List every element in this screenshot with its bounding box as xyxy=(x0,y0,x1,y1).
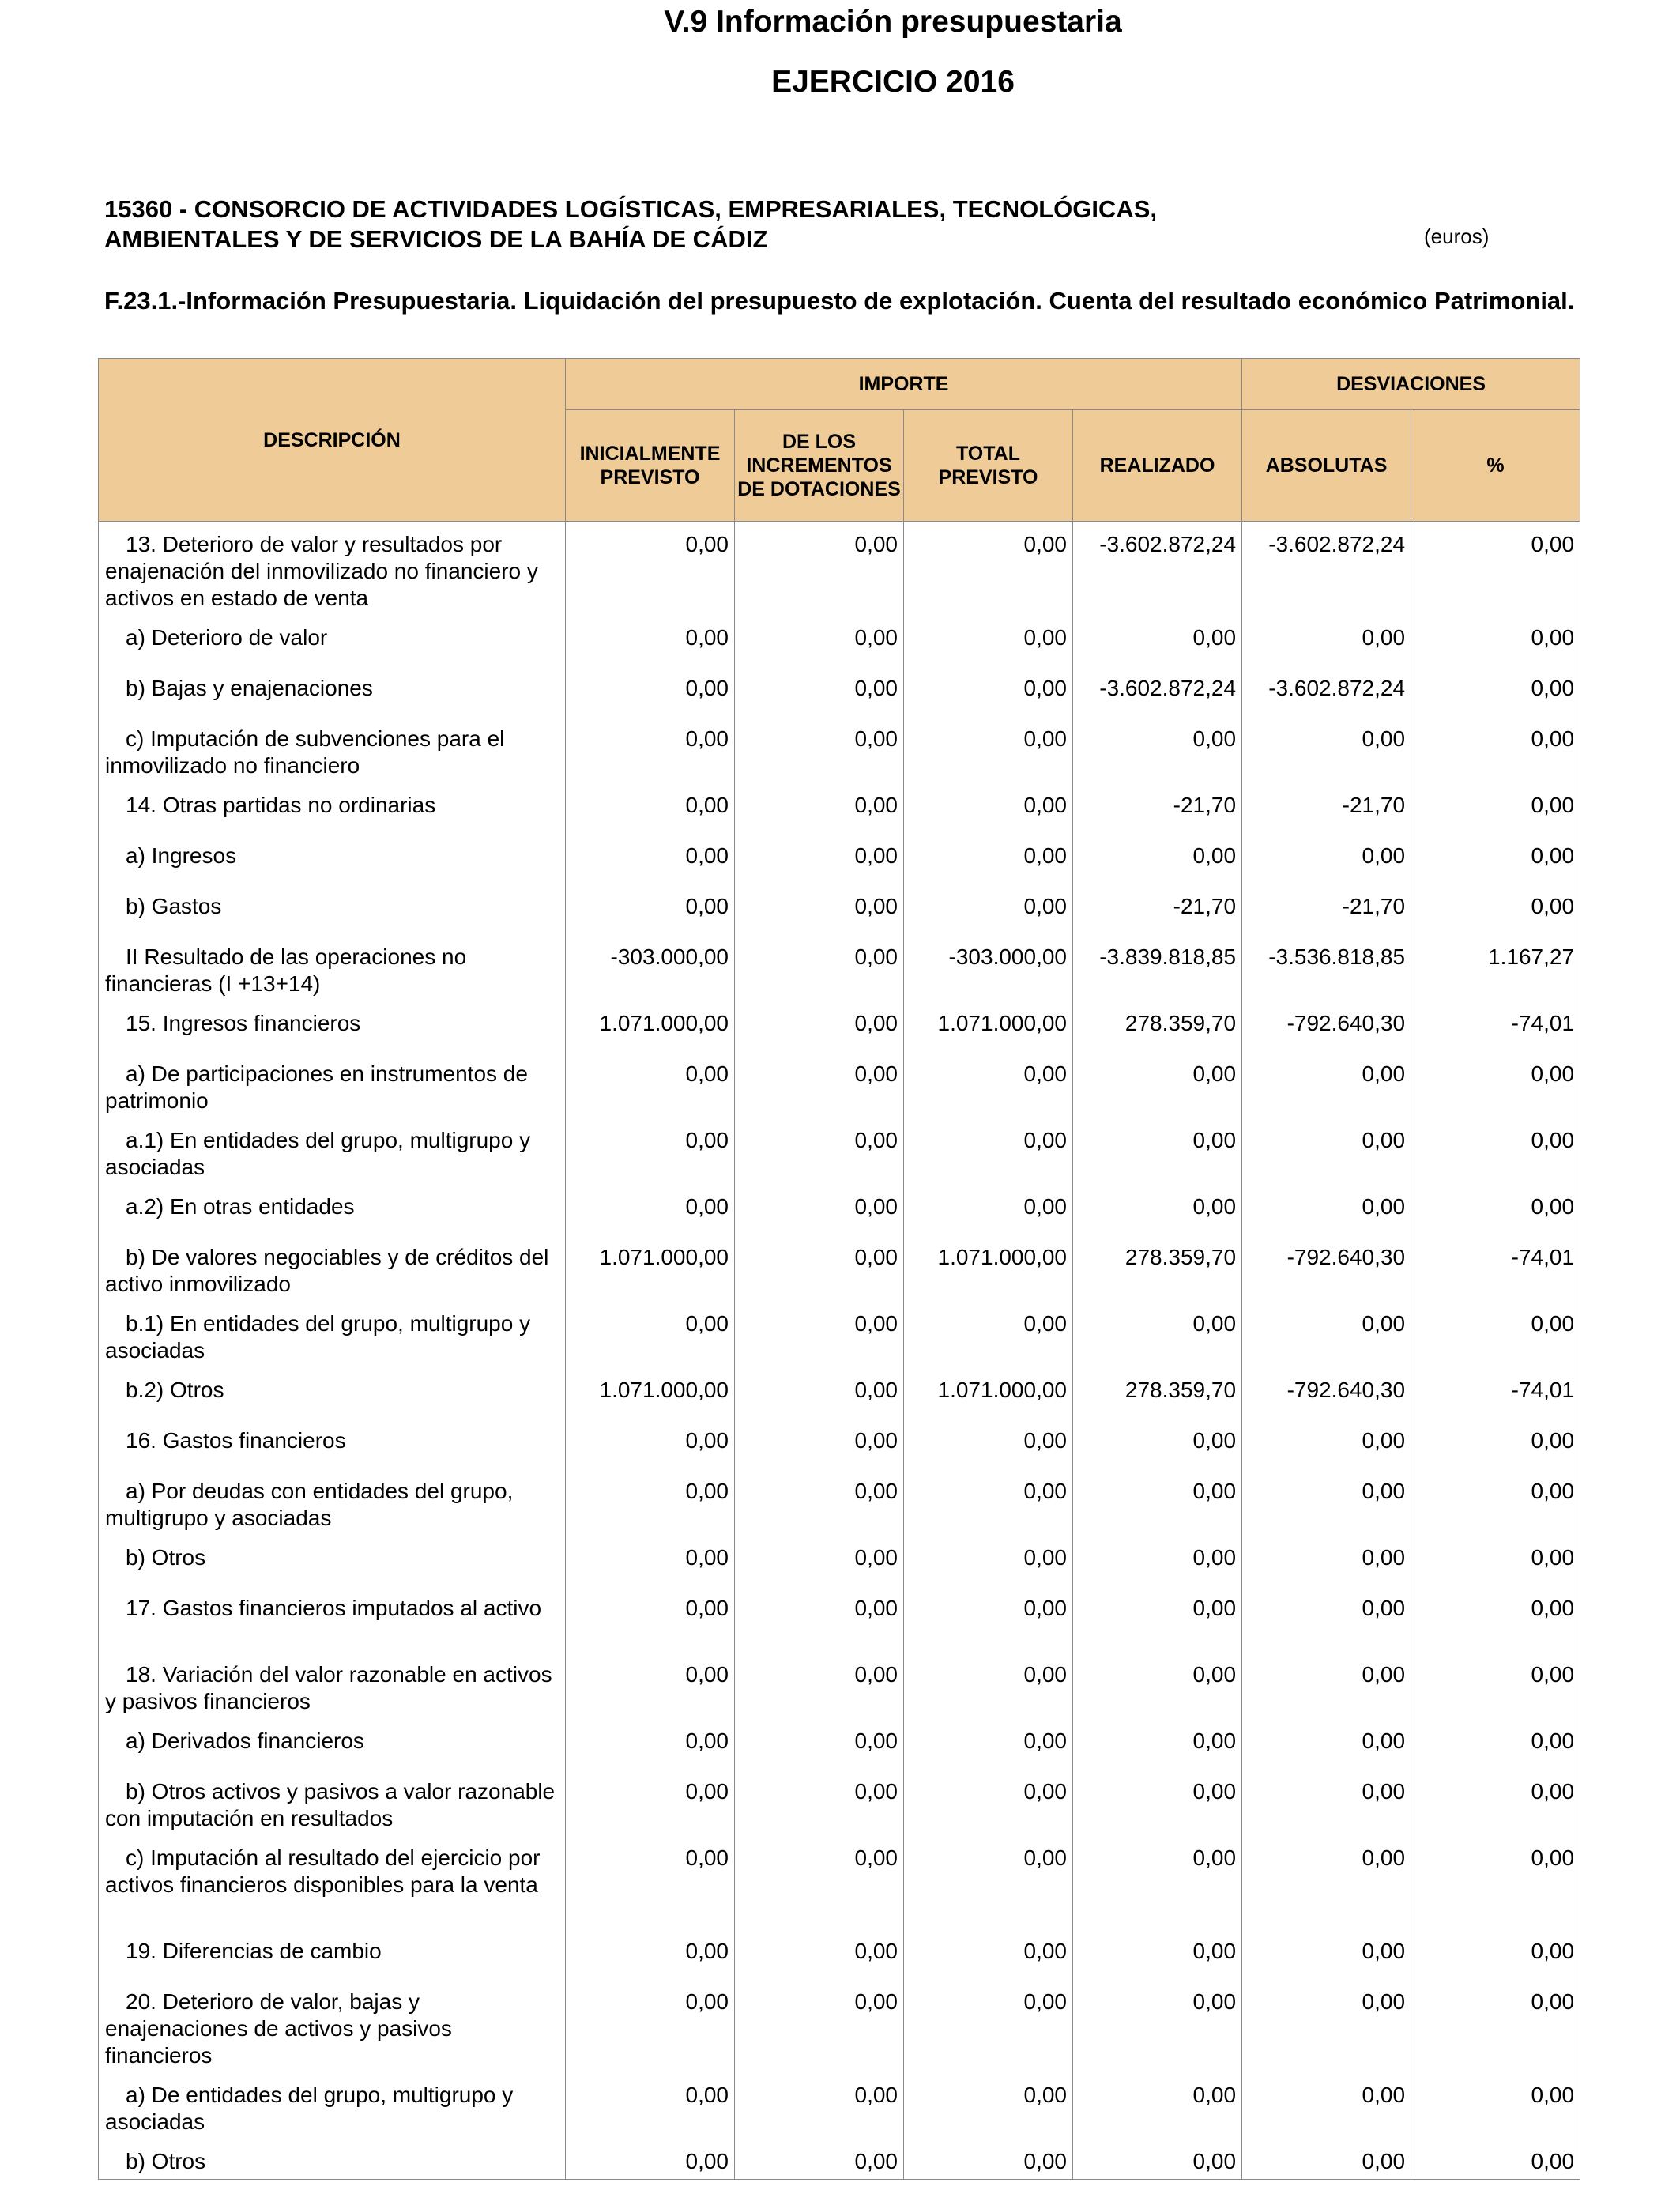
row-value: 0,00 xyxy=(904,1418,1073,1468)
row-value: 0,00 xyxy=(1411,1051,1580,1118)
row-value: 0,00 xyxy=(735,1051,904,1118)
row-description: 13. Deterioro de valor y resultados por enajenación del inmovilizado no financiero y activos en estado de venta xyxy=(99,522,566,615)
row-description: a) De entidades del grupo, multigrupo y asociadas xyxy=(99,2072,566,2139)
row-value: 0,00 xyxy=(1242,1585,1411,1652)
row-value: 0,00 xyxy=(1411,1585,1580,1652)
header-inicialmente-previsto: INICIALMENTE PREVISTO xyxy=(566,410,735,522)
table-header-group-row xyxy=(99,359,1580,410)
row-value: 0,00 xyxy=(566,1835,735,1928)
row-value: 0,00 xyxy=(1242,1535,1411,1585)
row-value: 0,00 xyxy=(735,522,904,615)
row-value: 0,00 xyxy=(1073,1301,1242,1367)
row-value: 0,00 xyxy=(735,1652,904,1718)
table-row xyxy=(99,1184,1580,1235)
row-description: c) Imputación al resultado del ejercicio por activos financieros disponibles para la venta xyxy=(99,1835,566,1928)
row-description: a) Ingresos xyxy=(99,833,566,884)
row-value: 0,00 xyxy=(904,615,1073,665)
row-value: 0,00 xyxy=(1073,1535,1242,1585)
row-value: 0,00 xyxy=(735,1001,904,1051)
table-row xyxy=(99,1535,1580,1585)
row-value: 0,00 xyxy=(566,1051,735,1118)
row-value: 0,00 xyxy=(1073,1928,1242,1979)
row-value: 1.071.000,00 xyxy=(904,1001,1073,1051)
section-title: F.23.1.-Información Presupuestaria. Liquidación del presupuesto de explotación. Cuenta del resultado económico Patrimonial. xyxy=(104,287,1575,315)
row-value: 0,00 xyxy=(1242,1184,1411,1235)
header-incrementos-dotaciones: DE LOS INCREMENTOS DE DOTACIONES xyxy=(735,410,904,522)
row-value: 0,00 xyxy=(904,1118,1073,1184)
row-value: 0,00 xyxy=(566,665,735,716)
table-row xyxy=(99,2139,1580,2180)
header-importe: IMPORTE xyxy=(566,359,1242,410)
header-descripcion: DESCRIPCIÓN xyxy=(99,359,566,522)
row-description: c) Imputación de subvenciones para el inmovilizado no financiero xyxy=(99,716,566,782)
fiscal-year: EJERCICIO 2016 xyxy=(771,65,1015,99)
row-value: 0,00 xyxy=(566,1769,735,1835)
table-body xyxy=(99,522,1580,2180)
table-row xyxy=(99,1652,1580,1718)
row-value: -21,70 xyxy=(1242,782,1411,833)
row-description: b) De valores negociables y de créditos del activo inmovilizado xyxy=(99,1235,566,1301)
row-value: 0,00 xyxy=(904,1652,1073,1718)
row-value: 0,00 xyxy=(1411,615,1580,665)
row-value: 0,00 xyxy=(1411,1718,1580,1769)
row-description: a) De participaciones en instrumentos de patrimonio xyxy=(99,1051,566,1118)
row-description: 20. Deterioro de valor, bajas y enajenaciones de activos y pasivos financieros xyxy=(99,1979,566,2072)
table-row xyxy=(99,1979,1580,2072)
row-value: 0,00 xyxy=(1073,1979,1242,2072)
row-value: 0,00 xyxy=(1073,1769,1242,1835)
row-value: -303.000,00 xyxy=(566,934,735,1001)
row-value: -3.602.872,24 xyxy=(1073,522,1242,615)
row-value: 0,00 xyxy=(1411,1301,1580,1367)
header-absolutas: ABSOLUTAS xyxy=(1242,410,1411,522)
row-value: 0,00 xyxy=(1242,2072,1411,2139)
row-value: 0,00 xyxy=(566,1979,735,2072)
row-value: 0,00 xyxy=(1411,522,1580,615)
row-value: 0,00 xyxy=(1411,1418,1580,1468)
row-value: 0,00 xyxy=(735,615,904,665)
row-value: 0,00 xyxy=(904,884,1073,934)
row-value: 0,00 xyxy=(1073,2072,1242,2139)
row-value: 0,00 xyxy=(735,1184,904,1235)
row-description: 16. Gastos financieros xyxy=(99,1418,566,1468)
row-value: 0,00 xyxy=(904,1585,1073,1652)
row-value: 0,00 xyxy=(904,782,1073,833)
row-description: b) Otros xyxy=(99,1535,566,1585)
row-value: -74,01 xyxy=(1411,1235,1580,1301)
row-value: 278.359,70 xyxy=(1073,1367,1242,1418)
row-value: 0,00 xyxy=(1242,1118,1411,1184)
table-row xyxy=(99,1118,1580,1184)
row-value: 0,00 xyxy=(566,1585,735,1652)
table-row xyxy=(99,782,1580,833)
row-value: 0,00 xyxy=(1073,615,1242,665)
row-value: 0,00 xyxy=(1411,2139,1580,2180)
row-value: 0,00 xyxy=(904,1928,1073,1979)
table-row xyxy=(99,665,1580,716)
row-value: 0,00 xyxy=(904,2072,1073,2139)
row-value: 0,00 xyxy=(566,884,735,934)
table-row xyxy=(99,1585,1580,1652)
budget-table xyxy=(98,358,1580,2180)
row-value: 0,00 xyxy=(1411,1535,1580,1585)
row-value: 0,00 xyxy=(1411,1652,1580,1718)
row-value: 0,00 xyxy=(904,1535,1073,1585)
row-value: 278.359,70 xyxy=(1073,1235,1242,1301)
table-row xyxy=(99,1301,1580,1367)
row-description: a.1) En entidades del grupo, multigrupo y asociadas xyxy=(99,1118,566,1184)
row-value: 0,00 xyxy=(1242,1718,1411,1769)
row-value: -792.640,30 xyxy=(1242,1235,1411,1301)
row-description: b) Gastos xyxy=(99,884,566,934)
row-value: 0,00 xyxy=(735,1468,904,1535)
row-value: 0,00 xyxy=(1242,1468,1411,1535)
row-value: 0,00 xyxy=(904,1051,1073,1118)
row-description: II Resultado de las operaciones no financieras (I +13+14) xyxy=(99,934,566,1001)
row-value: 0,00 xyxy=(1073,2139,1242,2180)
row-value: 0,00 xyxy=(566,522,735,615)
row-value: -21,70 xyxy=(1242,884,1411,934)
row-value: 0,00 xyxy=(1073,1585,1242,1652)
row-value: 0,00 xyxy=(566,1535,735,1585)
row-value: 0,00 xyxy=(735,1118,904,1184)
entity-name-line2: AMBIENTALES Y DE SERVICIOS DE LA BAHÍA DE CÁDIZ xyxy=(104,225,768,253)
row-value: 0,00 xyxy=(1411,665,1580,716)
row-value: 0,00 xyxy=(904,833,1073,884)
row-value: 1.071.000,00 xyxy=(566,1001,735,1051)
row-value: 0,00 xyxy=(1242,1051,1411,1118)
table-row xyxy=(99,1418,1580,1468)
row-description: a) Por deudas con entidades del grupo, multigrupo y asociadas xyxy=(99,1468,566,1535)
row-value: 0,00 xyxy=(566,1301,735,1367)
row-value: 0,00 xyxy=(1242,2139,1411,2180)
row-value: 0,00 xyxy=(1242,1979,1411,2072)
row-description: 19. Diferencias de cambio xyxy=(99,1928,566,1979)
row-value: 0,00 xyxy=(735,1535,904,1585)
row-value: 1.167,27 xyxy=(1411,934,1580,1001)
row-value: 0,00 xyxy=(1242,1769,1411,1835)
row-value: 0,00 xyxy=(904,1301,1073,1367)
row-value: -74,01 xyxy=(1411,1001,1580,1051)
entity-name-line1: 15360 - CONSORCIO DE ACTIVIDADES LOGÍSTICAS, EMPRESARIALES, TECNOLÓGICAS, xyxy=(104,195,1158,223)
table-row xyxy=(99,1835,1580,1928)
row-description: b.1) En entidades del grupo, multigrupo y asociadas xyxy=(99,1301,566,1367)
row-value: 0,00 xyxy=(735,1585,904,1652)
row-description: a) Deterioro de valor xyxy=(99,615,566,665)
row-value: 0,00 xyxy=(904,1184,1073,1235)
header-realizado: REALIZADO xyxy=(1073,410,1242,522)
row-value: -74,01 xyxy=(1411,1367,1580,1418)
row-description: b) Otros xyxy=(99,2139,566,2180)
row-value: 0,00 xyxy=(735,1367,904,1418)
row-value: 0,00 xyxy=(735,2072,904,2139)
row-value: 0,00 xyxy=(904,1835,1073,1928)
row-value: -3.839.818,85 xyxy=(1073,934,1242,1001)
row-value: 0,00 xyxy=(1073,833,1242,884)
table-row xyxy=(99,1367,1580,1418)
row-value: 0,00 xyxy=(566,1468,735,1535)
row-value: -3.602.872,24 xyxy=(1073,665,1242,716)
row-value: 0,00 xyxy=(1242,1418,1411,1468)
row-value: 0,00 xyxy=(1411,1468,1580,1535)
header-total-previsto: TOTAL PREVISTO xyxy=(904,410,1073,522)
row-value: 0,00 xyxy=(1411,1769,1580,1835)
row-value: 0,00 xyxy=(1411,1835,1580,1928)
row-value: 1.071.000,00 xyxy=(566,1235,735,1301)
row-value: 0,00 xyxy=(735,1928,904,1979)
row-value: 278.359,70 xyxy=(1073,1001,1242,1051)
row-value: 0,00 xyxy=(735,1979,904,2072)
table-row xyxy=(99,1769,1580,1835)
row-value: 0,00 xyxy=(566,2139,735,2180)
row-value: 0,00 xyxy=(566,716,735,782)
row-value: 0,00 xyxy=(1411,1928,1580,1979)
row-value: 0,00 xyxy=(1411,1184,1580,1235)
table-row xyxy=(99,1928,1580,1979)
table-row xyxy=(99,833,1580,884)
table-row xyxy=(99,934,1580,1001)
row-value: 0,00 xyxy=(1242,716,1411,782)
page-title: V.9 Información presupuestaria xyxy=(664,5,1122,39)
row-value: 0,00 xyxy=(566,782,735,833)
row-value: 0,00 xyxy=(1073,1718,1242,1769)
row-value: -21,70 xyxy=(1073,782,1242,833)
row-value: 0,00 xyxy=(904,716,1073,782)
table-row xyxy=(99,522,1580,615)
table-row xyxy=(99,1235,1580,1301)
row-value: 0,00 xyxy=(566,1418,735,1468)
row-value: 0,00 xyxy=(735,1301,904,1367)
row-description: a.2) En otras entidades xyxy=(99,1184,566,1235)
row-value: 0,00 xyxy=(566,615,735,665)
row-value: 0,00 xyxy=(735,884,904,934)
row-description: 18. Variación del valor razonable en activos y pasivos financieros xyxy=(99,1652,566,1718)
row-value: 0,00 xyxy=(735,833,904,884)
table-row xyxy=(99,716,1580,782)
row-value: 0,00 xyxy=(735,2139,904,2180)
row-value: -792.640,30 xyxy=(1242,1367,1411,1418)
table-row xyxy=(99,1718,1580,1769)
row-value: 0,00 xyxy=(1411,782,1580,833)
table-row xyxy=(99,2072,1580,2139)
header-desviaciones: DESVIACIONES xyxy=(1242,359,1580,410)
row-value: 0,00 xyxy=(735,934,904,1001)
row-value: 0,00 xyxy=(566,1652,735,1718)
row-value: 0,00 xyxy=(735,1718,904,1769)
row-value: 0,00 xyxy=(1411,1118,1580,1184)
row-value: -792.640,30 xyxy=(1242,1001,1411,1051)
row-value: 0,00 xyxy=(1073,1418,1242,1468)
row-value: 1.071.000,00 xyxy=(904,1235,1073,1301)
entity-name xyxy=(104,194,1369,254)
row-value: 0,00 xyxy=(735,782,904,833)
row-value: 0,00 xyxy=(1411,2072,1580,2139)
row-value: 0,00 xyxy=(566,1928,735,1979)
row-value: 0,00 xyxy=(1411,884,1580,934)
row-value: 1.071.000,00 xyxy=(904,1367,1073,1418)
row-description: 17. Gastos financieros imputados al activo xyxy=(99,1585,566,1652)
currency-units: (euros) xyxy=(1424,224,1490,248)
row-value: 0,00 xyxy=(735,1418,904,1468)
row-value: 0,00 xyxy=(1242,1301,1411,1367)
row-value: 0,00 xyxy=(566,833,735,884)
row-value: -21,70 xyxy=(1073,884,1242,934)
row-value: 0,00 xyxy=(1411,1979,1580,2072)
row-value: 0,00 xyxy=(904,1979,1073,2072)
row-value: 0,00 xyxy=(735,1235,904,1301)
row-value: 0,00 xyxy=(735,665,904,716)
row-value: 0,00 xyxy=(1242,1835,1411,1928)
row-value: 0,00 xyxy=(1073,1184,1242,1235)
row-value: 0,00 xyxy=(904,2139,1073,2180)
row-value: 0,00 xyxy=(566,1184,735,1235)
row-value: 0,00 xyxy=(1411,833,1580,884)
row-value: 0,00 xyxy=(1411,716,1580,782)
row-value: 0,00 xyxy=(566,1118,735,1184)
row-description: 14. Otras partidas no ordinarias xyxy=(99,782,566,833)
row-value: 0,00 xyxy=(1073,1652,1242,1718)
row-description: 15. Ingresos financieros xyxy=(99,1001,566,1051)
row-value: 0,00 xyxy=(904,1468,1073,1535)
row-value: -303.000,00 xyxy=(904,934,1073,1001)
row-value: -3.602.872,24 xyxy=(1242,665,1411,716)
row-description: b) Otros activos y pasivos a valor razonable con imputación en resultados xyxy=(99,1769,566,1835)
table-row xyxy=(99,884,1580,934)
row-value: 0,00 xyxy=(1073,716,1242,782)
row-value: 0,00 xyxy=(566,2072,735,2139)
row-value: 0,00 xyxy=(735,1835,904,1928)
row-value: 0,00 xyxy=(1073,1835,1242,1928)
row-value: 0,00 xyxy=(1073,1468,1242,1535)
row-value: 0,00 xyxy=(1242,1652,1411,1718)
row-value: 0,00 xyxy=(735,1769,904,1835)
row-value: -3.602.872,24 xyxy=(1242,522,1411,615)
row-value: 0,00 xyxy=(904,522,1073,615)
row-value: 0,00 xyxy=(1242,615,1411,665)
table-row xyxy=(99,1001,1580,1051)
row-value: 0,00 xyxy=(1073,1051,1242,1118)
row-value: 0,00 xyxy=(1242,1928,1411,1979)
row-value: 0,00 xyxy=(904,665,1073,716)
row-value: -3.536.818,85 xyxy=(1242,934,1411,1001)
table-row xyxy=(99,1468,1580,1535)
row-value: 0,00 xyxy=(735,716,904,782)
row-description: b.2) Otros xyxy=(99,1367,566,1418)
row-value: 0,00 xyxy=(566,1718,735,1769)
table-row xyxy=(99,1051,1580,1118)
header-porcentaje: % xyxy=(1411,410,1580,522)
row-description: a) Derivados financieros xyxy=(99,1718,566,1769)
table-row xyxy=(99,615,1580,665)
row-value: 0,00 xyxy=(1242,833,1411,884)
row-value: 0,00 xyxy=(904,1718,1073,1769)
row-value: 0,00 xyxy=(1073,1118,1242,1184)
row-value: 0,00 xyxy=(904,1769,1073,1835)
row-value: 1.071.000,00 xyxy=(566,1367,735,1418)
row-description: b) Bajas y enajenaciones xyxy=(99,665,566,716)
